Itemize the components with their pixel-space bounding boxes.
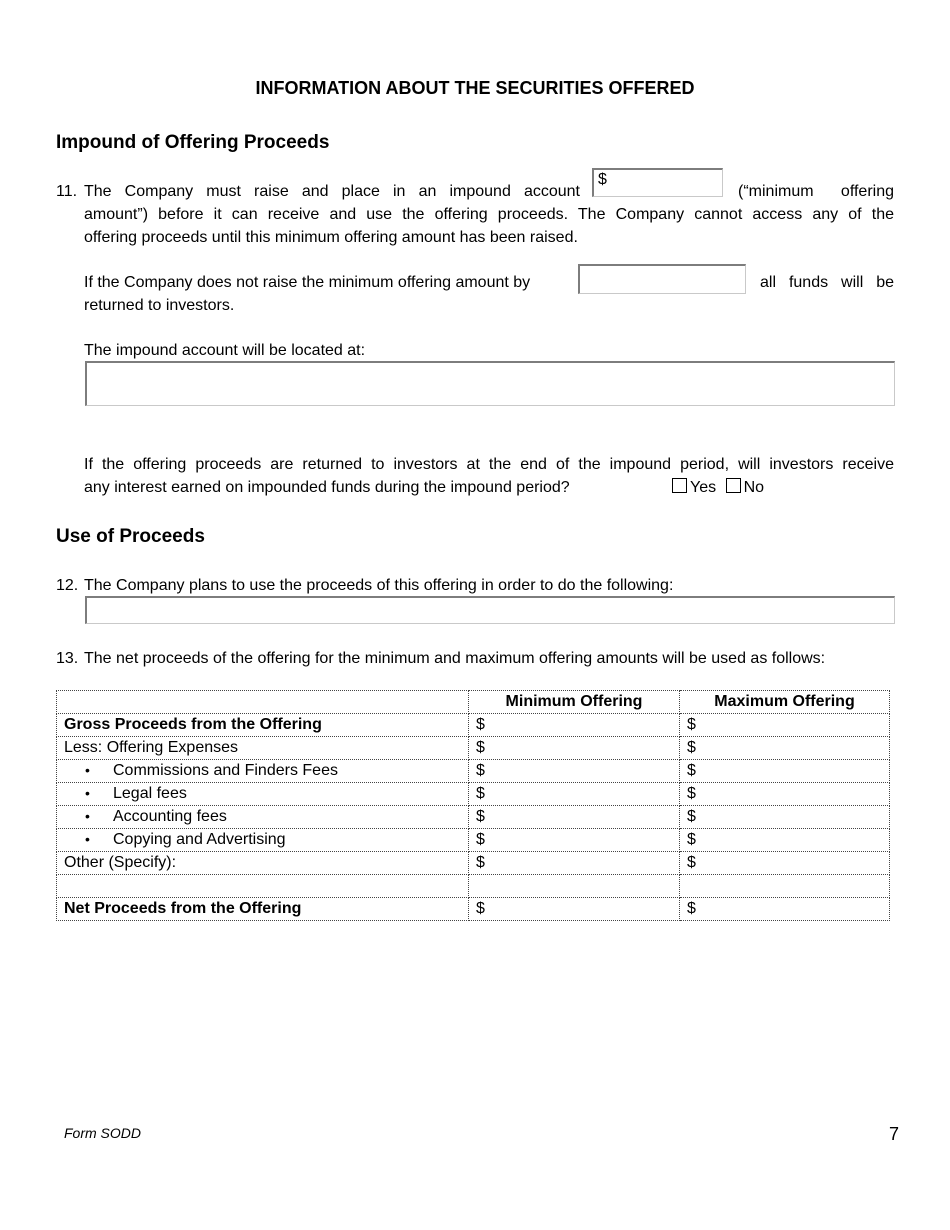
item-11-line1-pre: The Company must raise and place in an impound account: [84, 183, 580, 200]
no-checkbox[interactable]: [726, 478, 741, 493]
commissions-min-input[interactable]: $: [469, 760, 680, 783]
other-max-input[interactable]: $: [680, 852, 890, 875]
table-row-offering-expenses: [57, 737, 890, 760]
row-label-cell: [57, 760, 469, 783]
impound-location-input[interactable]: [85, 361, 895, 406]
table-header-row: [57, 691, 890, 714]
bullet-icon: •: [85, 785, 90, 801]
table-row-legal-fees: [57, 783, 890, 806]
accounting-fees-max-input[interactable]: $: [680, 806, 890, 829]
row-label: Copying and Advertising: [113, 831, 286, 848]
table-row-gross-proceeds: [57, 714, 890, 737]
item-11-number: 11.: [56, 183, 78, 200]
copying-advertising-min-input[interactable]: $: [469, 829, 680, 852]
row-label-cell: [57, 806, 469, 829]
other-specify-max-input[interactable]: [680, 875, 890, 898]
item-13-text: The net proceeds of the offering for the minimum and maximum offering amounts will be used as follows:: [84, 650, 826, 667]
use-of-proceeds-heading: Use of Proceeds: [56, 526, 205, 547]
offering-expenses-min-input[interactable]: $: [469, 737, 680, 760]
other-specify-min-input[interactable]: [469, 875, 680, 898]
row-label: Other (Specify):: [57, 852, 469, 875]
row-label: Commissions and Finders Fees: [113, 762, 338, 779]
item-11-line2: amount”) before it can receive and use the offering proceeds. The Company cannot access any of the: [84, 206, 894, 223]
table-row-copying-advertising: [57, 829, 890, 852]
impound-location-label: The impound account will be located at:: [84, 342, 366, 359]
copying-advertising-max-input[interactable]: $: [680, 829, 890, 852]
header-minimum-offering: Minimum Offering: [469, 691, 680, 714]
table-row-other: [57, 852, 890, 875]
proceeds-table: [56, 690, 890, 921]
other-min-input[interactable]: $: [469, 852, 680, 875]
bullet-icon: •: [85, 831, 90, 847]
table-row-other-specify: [57, 875, 890, 898]
yes-checkbox[interactable]: [672, 478, 687, 493]
table-row-net-proceeds: [57, 898, 890, 921]
interest-question-line2: any interest earned on impounded funds during the impound period?: [84, 479, 570, 496]
no-label: No: [743, 479, 765, 496]
row-label: Legal fees: [113, 785, 187, 802]
footer-form-name: Form SODD: [64, 1125, 141, 1141]
item-11-line1-post: (“minimum offering: [738, 183, 894, 200]
interest-options: [672, 476, 764, 499]
net-proceeds-max-input[interactable]: $: [680, 898, 890, 921]
commissions-max-input[interactable]: $: [680, 760, 890, 783]
header-label-cell: [57, 691, 469, 714]
gross-proceeds-max-input[interactable]: $: [680, 714, 890, 737]
page-title: INFORMATION ABOUT THE SECURITIES OFFERED: [255, 78, 695, 98]
table-row-accounting-fees: [57, 806, 890, 829]
use-of-proceeds-input[interactable]: [85, 596, 895, 624]
row-label-cell: [57, 829, 469, 852]
row-label: Accounting fees: [113, 808, 227, 825]
legal-fees-min-input[interactable]: $: [469, 783, 680, 806]
other-specify-input[interactable]: [57, 875, 469, 898]
row-label: Net Proceeds from the Offering: [57, 898, 469, 921]
deadline-date-input[interactable]: [578, 264, 746, 294]
offering-expenses-max-input[interactable]: $: [680, 737, 890, 760]
item-12-text: The Company plans to use the proceeds of this offering in order to do the following:: [84, 577, 674, 594]
bullet-icon: •: [85, 762, 90, 778]
accounting-fees-min-input[interactable]: $: [469, 806, 680, 829]
page-number: 7: [889, 1124, 900, 1144]
table-row-commissions: [57, 760, 890, 783]
row-label: Less: Offering Expenses: [57, 737, 469, 760]
row-label: Gross Proceeds from the Offering: [57, 714, 469, 737]
bullet-icon: •: [85, 808, 90, 824]
impound-heading: Impound of Offering Proceeds: [56, 132, 330, 153]
deadline-line2: returned to investors.: [84, 297, 235, 314]
header-maximum-offering: Maximum Offering: [680, 691, 890, 714]
row-label-cell: [57, 783, 469, 806]
net-proceeds-min-input[interactable]: $: [469, 898, 680, 921]
deadline-post-text: all funds will be: [760, 274, 894, 291]
deadline-label: If the Company does not raise the minimum offering amount by: [84, 274, 531, 291]
interest-question-line1: If the offering proceeds are returned to investors at the end of the impound period, will investors receive: [84, 456, 894, 473]
item-12-number: 12.: [56, 577, 79, 594]
item-13-number: 13.: [56, 650, 79, 667]
gross-proceeds-min-input[interactable]: $: [469, 714, 680, 737]
minimum-offering-amount-input[interactable]: [592, 168, 723, 197]
legal-fees-max-input[interactable]: $: [680, 783, 890, 806]
yes-label: Yes: [690, 479, 717, 496]
item-11-line3: offering proceeds until this minimum offering amount has been raised.: [84, 229, 578, 246]
